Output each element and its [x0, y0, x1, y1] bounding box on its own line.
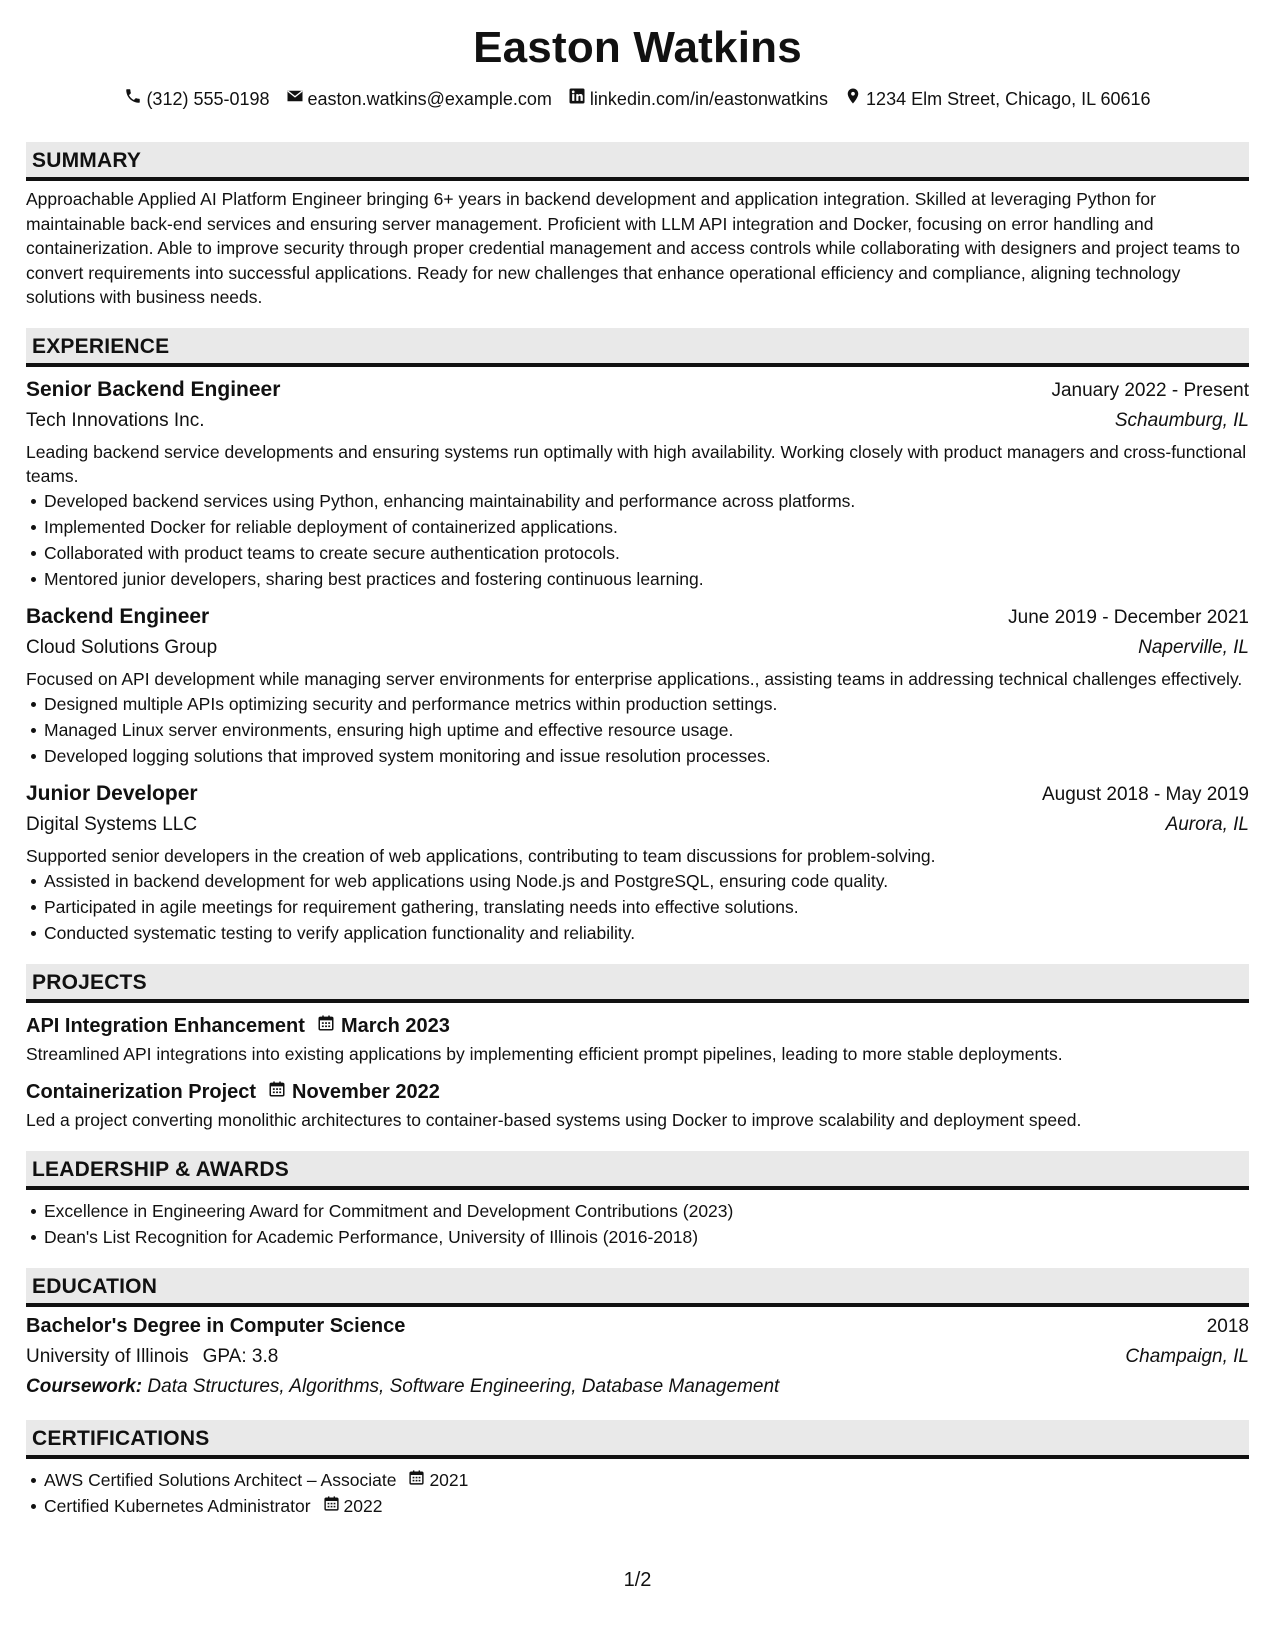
- page-number: 1/2: [623, 1569, 652, 1591]
- certifications-section: [26, 1420, 1249, 1519]
- job-title: Backend Engineer: [26, 604, 210, 628]
- contact-address: [844, 86, 1151, 112]
- coursework-label: Coursework:: [26, 1375, 143, 1397]
- address-text: 1234 Elm Street, Chicago, IL 60616: [866, 89, 1151, 109]
- job-bullet: Collaborated with product teams to create secure authentication protocols.: [44, 540, 1249, 566]
- job-bullets: [26, 691, 1249, 769]
- candidate-name: Easton Watkins: [473, 23, 802, 72]
- calendar-icon: [268, 1077, 286, 1107]
- project-date: [317, 1011, 450, 1041]
- job-header-row: [26, 375, 1249, 406]
- education-coursework: [26, 1372, 1249, 1402]
- job-bullets: [26, 488, 1249, 592]
- job-dates: January 2022 - Present: [1051, 379, 1249, 401]
- experience-section: [26, 328, 1249, 946]
- job-title: Senior Backend Engineer: [26, 377, 281, 401]
- summary-section: [26, 142, 1249, 310]
- linkedin-icon: [568, 86, 586, 112]
- certification-year: 2022: [343, 1495, 383, 1516]
- phone-text: (312) 555-0198: [146, 89, 270, 109]
- job-entry: [26, 602, 1249, 769]
- job-bullet: Managed Linux server environments, ensuring high uptime and effective resource usage.: [44, 717, 1249, 743]
- phone-icon: [124, 86, 142, 112]
- project-name: Containerization Project: [26, 1080, 257, 1103]
- project-date-text: March 2023: [340, 1014, 450, 1037]
- summary-body: [26, 181, 1249, 310]
- linkedin-text[interactable]: linkedin.com/in/eastonwatkins: [589, 89, 829, 109]
- project-description: Streamlined API integrations into existing applications by implementing efficient prompt pipelines, leading to more stable deployments.: [26, 1043, 1063, 1064]
- project-entry: [26, 1011, 1249, 1067]
- education-degree: Bachelor's Degree in Computer Science: [26, 1314, 406, 1337]
- coursework-list: Data Structures, Algorithms, Software Engineering, Database Management: [147, 1375, 780, 1397]
- job-company-row: [26, 633, 1249, 663]
- email-text[interactable]: easton.watkins@example.com: [307, 89, 552, 109]
- certification-row: [44, 1467, 468, 1493]
- project-header: [26, 1077, 1249, 1107]
- job-company-row: [26, 810, 1249, 840]
- education-school-group: [26, 1342, 278, 1372]
- job-bullet: Developed backend services using Python, enhancing maintainability and performance across platforms.: [44, 488, 1249, 514]
- envelope-icon: [286, 86, 304, 112]
- education-year: 2018: [1206, 1315, 1249, 1337]
- job-company: Cloud Solutions Group: [26, 636, 218, 658]
- job-location: Aurora, IL: [1165, 813, 1249, 835]
- contact-info: [26, 86, 1249, 112]
- project-description: Led a project converting monolithic architectures to container-based systems using Docker to improve scalability and deployment speed.: [26, 1109, 1082, 1130]
- education-section: [26, 1268, 1249, 1402]
- job-header-row: [26, 779, 1249, 810]
- project-date: [268, 1077, 440, 1107]
- job-bullet: Assisted in backend development for web applications using Node.js and PostgreSQL, ensuring code quality.: [44, 868, 1249, 894]
- calendar-icon: [323, 1493, 340, 1519]
- projects-section: [26, 964, 1249, 1133]
- certification-row: [44, 1493, 382, 1519]
- projects-body: [26, 1003, 1249, 1133]
- experience-body: [26, 367, 1249, 946]
- job-bullet: Participated in agile meetings for requirement gathering, translating needs into effective solutions.: [44, 894, 1249, 920]
- job-entry: [26, 779, 1249, 946]
- leadership-section: [26, 1151, 1249, 1250]
- job-dates: August 2018 - May 2019: [1041, 783, 1249, 805]
- contact-linkedin[interactable]: [568, 86, 828, 112]
- certification-year: 2021: [429, 1469, 469, 1490]
- calendar-icon: [317, 1011, 335, 1041]
- section-title-experience: EXPERIENCE: [26, 328, 1249, 367]
- education-school-row: [26, 1342, 1249, 1372]
- project-date-text: November 2022: [292, 1080, 440, 1103]
- section-title-education: EDUCATION: [26, 1268, 1249, 1307]
- education-body: [26, 1307, 1249, 1402]
- job-dates: June 2019 - December 2021: [1008, 606, 1249, 628]
- certifications-list: [26, 1467, 1249, 1519]
- job-bullets: [26, 868, 1249, 946]
- leadership-list: [26, 1198, 1249, 1250]
- project-entry: [26, 1077, 1249, 1133]
- job-company-row: [26, 406, 1249, 436]
- job-bullet: Developed logging solutions that improved system monitoring and issue resolution processes.: [44, 743, 1249, 769]
- section-title-projects: PROJECTS: [26, 964, 1249, 1003]
- summary-text: Approachable Applied AI Platform Engineer bringing 6+ years in backend development and application integration. Skilled at leveraging Python for maintainable back-end services and ensuring server management. Proficient with LLM API integration and Docker, focusing on error handling and containerization. Able to improve security through proper credential management and access controls while collaborating with designers and project teams to convert requirements into successful applications. Ready for new challenges that enhance operational efficiency and compliance, aligning technology solutions with business needs.: [26, 189, 1240, 307]
- section-title-leadership: LEADERSHIP & AWARDS: [26, 1151, 1249, 1190]
- job-header-row: [26, 602, 1249, 633]
- leadership-body: [26, 1190, 1249, 1250]
- job-bullet: Implemented Docker for reliable deployment of containerized applications.: [44, 514, 1249, 540]
- education-school: University of Illinois: [26, 1345, 189, 1367]
- project-name: API Integration Enhancement: [26, 1014, 305, 1037]
- resume-header: [26, 20, 1249, 112]
- certification-date: [323, 1493, 383, 1519]
- job-summary: Supported senior developers in the creation of web applications, contributing to team discussions for problem-solving.: [26, 845, 936, 866]
- certification-date: [408, 1467, 468, 1493]
- job-location: Schaumburg, IL: [1114, 409, 1249, 431]
- job-title: Junior Developer: [26, 781, 198, 805]
- leadership-item: Excellence in Engineering Award for Commitment and Development Contributions (2023): [44, 1198, 1249, 1224]
- calendar-icon: [408, 1467, 425, 1493]
- job-summary: Focused on API development while managing server environments for enterprise applications., assisting teams in addressing technical challenges effectively.: [26, 668, 1243, 689]
- contact-email[interactable]: [286, 86, 552, 112]
- project-header: [26, 1011, 1249, 1041]
- education-gpa: GPA: 3.8: [202, 1345, 279, 1367]
- job-bullet: Conducted systematic testing to verify application functionality and reliability.: [44, 920, 1249, 946]
- leadership-item: Dean's List Recognition for Academic Performance, University of Illinois (2016-2018): [44, 1224, 1249, 1250]
- certifications-body: [26, 1459, 1249, 1519]
- map-pin-icon: [844, 86, 862, 112]
- job-company: Tech Innovations Inc.: [26, 409, 205, 431]
- job-bullet: Designed multiple APIs optimizing security and performance metrics within production settings.: [44, 691, 1249, 717]
- contact-phone: [124, 86, 269, 112]
- section-title-summary: SUMMARY: [26, 142, 1249, 181]
- certification-item: [44, 1467, 1249, 1493]
- job-company: Digital Systems LLC: [26, 813, 198, 835]
- job-location: Naperville, IL: [1138, 636, 1249, 658]
- certification-item: [44, 1493, 1249, 1519]
- job-summary: Leading backend service developments and ensuring systems run optimally with high availability. Working closely with product managers and cross-functional teams.: [26, 441, 1247, 486]
- job-bullet: Mentored junior developers, sharing best practices and fostering continuous learning.: [44, 566, 1249, 592]
- certification-name: Certified Kubernetes Administrator: [44, 1495, 311, 1516]
- section-title-certifications: CERTIFICATIONS: [26, 1420, 1249, 1459]
- job-entry: [26, 375, 1249, 592]
- certification-name: AWS Certified Solutions Architect – Associate: [44, 1469, 397, 1490]
- education-location: Champaign, IL: [1125, 1345, 1249, 1367]
- education-degree-row: [26, 1311, 1249, 1342]
